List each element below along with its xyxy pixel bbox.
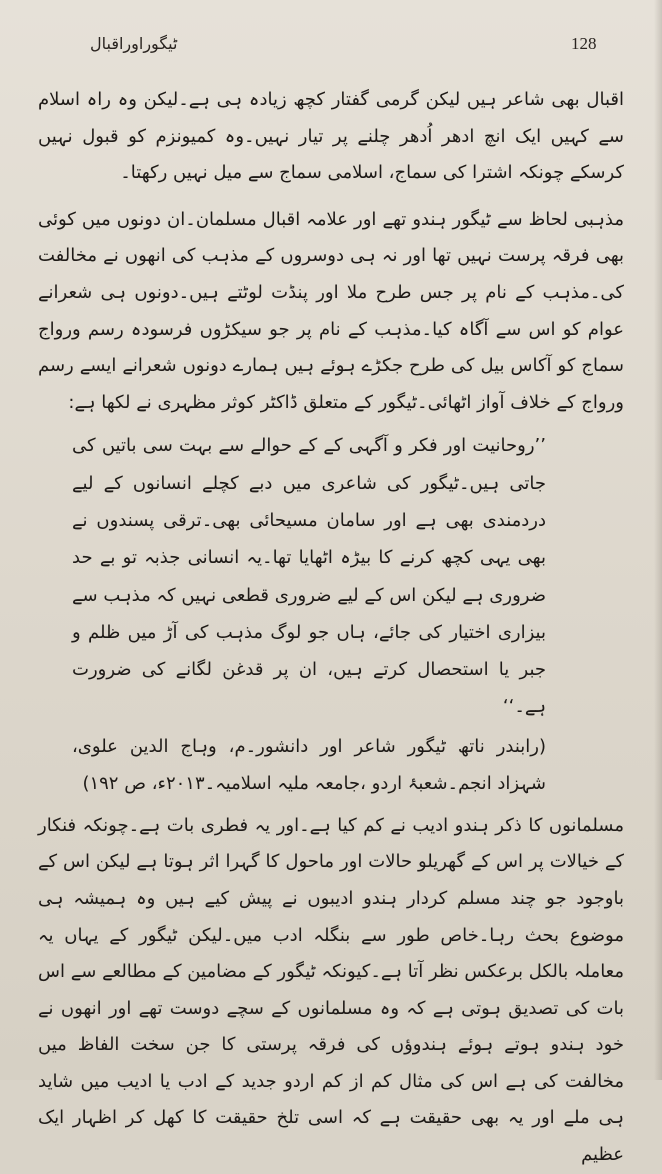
paragraph-3: مسلمانوں کا ذکر ہندو ادیب نے کم کیا ہے۔اور یہ فطری بات ہے۔چونکہ فنکار کے خیالات پر اس کے گھریلو حالات اور ماحول کا گہرا اثر ہوتا ہے لیکن اس کے باوجود جو چند مسلم کردار ہندو ادیبوں نے پیش کیے ہیں وہ ہمیشہ ہی موضوع بحث رہا۔خاص طور سے بنگلہ ادب میں۔لیکن ٹیگور کے یہاں یہ معاملہ بالکل برعکس نظر آتا ہے۔کیونکہ ٹیگور کے مضامین کے مطالعے سے اس بات کی تصدیق ہوتی ہے کہ وہ مسلمانوں کے سچے دوست تھے اور انھوں نے خود ہندو ہوتے ہوئے ہندوؤں کی فرقہ پرستی کا جن سخت الفاظ میں مخالفت کی ہے اس کی مثال کم از کم اردو جدید کے ادب یا ادیب میں شاید ہی ملے اور یہ بھی حقیقت ہے کہ اسی تلخ حقیقت کا کھل کر اظہار ایک عظیم xyxy=(38,814,624,1166)
page-number: 128 xyxy=(571,34,597,53)
paragraph-2: مذہبی لحاظ سے ٹیگور ہندو تھے اور علامہ اقبال مسلمان۔ان دونوں میں کوئی بھی فرقہ پرست نہیں تھا اور نہ ہی دوسروں کے مذہب کی انھوں نے مخالفت کی۔مذہب کے نام پر جس طرح ملا اور پنڈت لوٹتے ہیں۔دونوں ہی شعرانے عوام کو اس سے آگاہ کیا۔مذہب کے نام پر جو سیکڑوں فرسودہ رسم ورواج سماج کو آکاس بیل کی طرح جکڑے ہوئے ہیں ہمارے دونوں شعرانے ایسے رسم ورواج کے خلاف آواز اٹھائی۔ٹیگور کے متعلق ڈاکٹر کوثر مظہری نے لکھا ہے: xyxy=(38,208,624,413)
paragraph-1: اقبال بھی شاعر ہیں لیکن گرمی گفتار کچھ زیادہ ہی ہے۔لیکن وہ راہ اسلام سے کہیں ایک انچ ادھر اُدھر چلنے پر تیار نہیں۔وہ کمیونزم کو قبول نہیں کرسکے چونکہ اشترا کی سماج، اسلامی سماج سے میل نہیں رکھتا۔ xyxy=(38,89,624,184)
running-head: ٹیگوراوراقبال xyxy=(90,34,178,53)
block-quote: ’’روحانیت اور فکر و آگہی کے کے حوالے سے بہت سی باتیں کی جاتی ہیں۔ٹیگور کی شاعری میں دبے کچلے انسانوں کے لیے دردمندی بھی ہے اور سامان مسیحائی بھی۔ترقی پسندوں نے بھی یہی کچھ کرنے کا بیڑہ اٹھایا تھا۔یہ انسانی جذبہ تو بے حد ضروری ہے لیکن اس کے لیے ضروری قطعی نہیں کہ مذہب سے بیزاری اختیار کی جائے، ہاں جو لوگ مذہب کی آڑ میں ظلم و جبر یا استحصال کرتے ہیں، ان پر قدغن لگانے کی ضرورت ہے۔‘‘ xyxy=(72,435,546,718)
page-edge-shadow xyxy=(654,0,662,1080)
page-body xyxy=(38,82,624,1174)
quote-citation: (رابندر ناتھ ٹیگور شاعر اور دانشور۔م، وہاج الدین علوی، شہزاد انجم۔شعبۂ اردو ،جامعہ ملیہ اسلامیہ۔۲۰۱۳ء، ص ۱۹۲) xyxy=(72,735,546,794)
